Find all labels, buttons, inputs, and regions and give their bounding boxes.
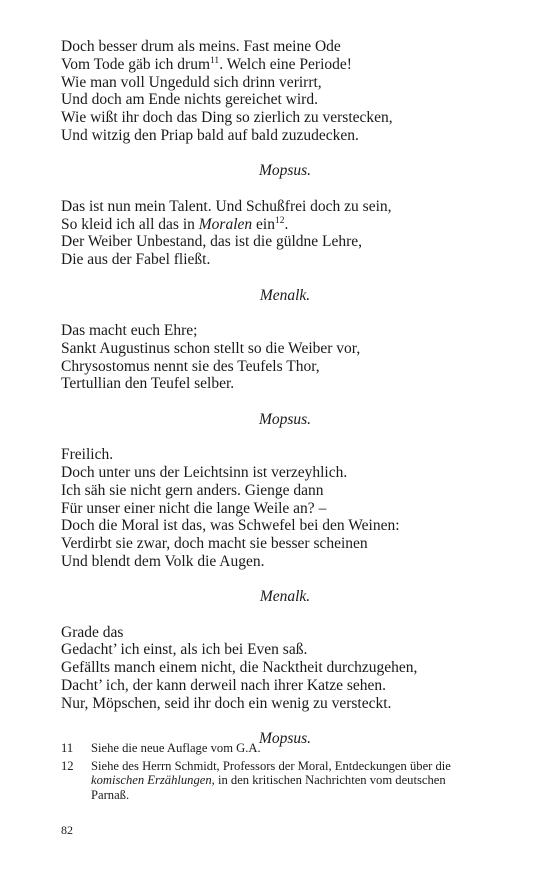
verse-line: Für unser einer nicht die lange Weile an? – [61, 499, 327, 517]
verse-line: Die aus der Fabel fließt. [61, 251, 211, 269]
verse-line: Ich säh sie nicht gern anders. Gienge dann [61, 481, 324, 499]
verse-line: Wie wißt ihr doch das Ding so zierlich zu verstecken, [61, 109, 393, 127]
poem-body [61, 38, 501, 748]
speaker-name: Menalk. [259, 286, 311, 304]
verse-block [61, 198, 501, 269]
verse-line: Verdirbt sie zwar, doch macht sie besser scheinen [61, 535, 368, 553]
verse-line: Und doch am Ende nichts gereichet wird. [61, 91, 318, 109]
verse-line: Dacht’ ich, der kann derweil nach ihrer Katze sehen. [61, 677, 387, 695]
verse-line: Gedacht’ ich einst, als ich bei Even saß. [61, 641, 308, 659]
verse-line: Nur, Möpschen, seid ihr doch ein wenig zu versteckt. [61, 694, 392, 712]
footnote [61, 759, 461, 802]
verse-line: Gefällts manch einem nicht, die Nacktheit durchzugehen, [61, 659, 418, 677]
footnote [61, 741, 461, 755]
footnote-number: 11 [61, 741, 74, 755]
footnote-ref[interactable]: 11 [210, 55, 220, 66]
verse-line: Grade das [61, 623, 124, 641]
speaker-name: Mopsus. [258, 410, 312, 428]
verse-line: Chrysostomus nennt sie des Teufels Thor, [61, 357, 320, 375]
page-number: 82 [61, 823, 73, 837]
footnote-text: Siehe des Herrn Schmidt, Professors der Moral, Entdeckungen über die komischen Erzählungen, in den kritischen Nachrichten vom deutschen Parnaß. [91, 759, 451, 802]
speaker-name: Mopsus. [258, 730, 312, 748]
verse-block [61, 322, 501, 393]
verse-line: Und blendt dem Volk die Augen. [61, 552, 265, 570]
verse-line: Doch die Moral ist das, was Schwefel bei den Weinen: [61, 517, 400, 535]
verse-block [61, 446, 501, 571]
verse-block [61, 38, 501, 145]
verse-line: Das macht euch Ehre; [61, 321, 198, 339]
verse-line: Und witzig den Priap bald auf bald zuzudecken. [61, 126, 359, 144]
verse-line: So kleid ich all das in Moralen ein$^{12}$. [61, 215, 289, 233]
footnote-ref[interactable]: 12 [274, 215, 285, 226]
verse-line: Doch unter uns der Leichtsinn ist verzeyhlich. [61, 463, 348, 481]
verse-line: Wie man voll Ungeduld sich drinn verirrt, [61, 73, 322, 91]
footnote-number: 12 [61, 759, 74, 774]
verse-line: Doch besser drum als meins. Fast meine Ode [61, 38, 341, 55]
verse-line: Freilich. [61, 446, 114, 464]
footnote-text: Siehe die neue Auflage vom G.A. [91, 741, 261, 755]
speaker-name: Menalk. [259, 588, 311, 606]
verse-line: Sankt Augustinus schon stellt so die Weiber vor, [61, 339, 361, 357]
verse-line: Tertullian den Teufel selber. [61, 375, 235, 393]
verse-line: Vom Tode gäb ich drum$^{11}$. Welch eine Periode! [61, 55, 352, 73]
verse-line: Das ist nun mein Talent. Und Schußfrei doch zu sein, [61, 197, 392, 215]
footnotes [61, 741, 461, 806]
speaker-name: Mopsus. [258, 162, 312, 180]
verse-block [61, 624, 501, 713]
verse-line: Der Weiber Unbestand, das ist die güldne Lehre, [61, 233, 363, 251]
